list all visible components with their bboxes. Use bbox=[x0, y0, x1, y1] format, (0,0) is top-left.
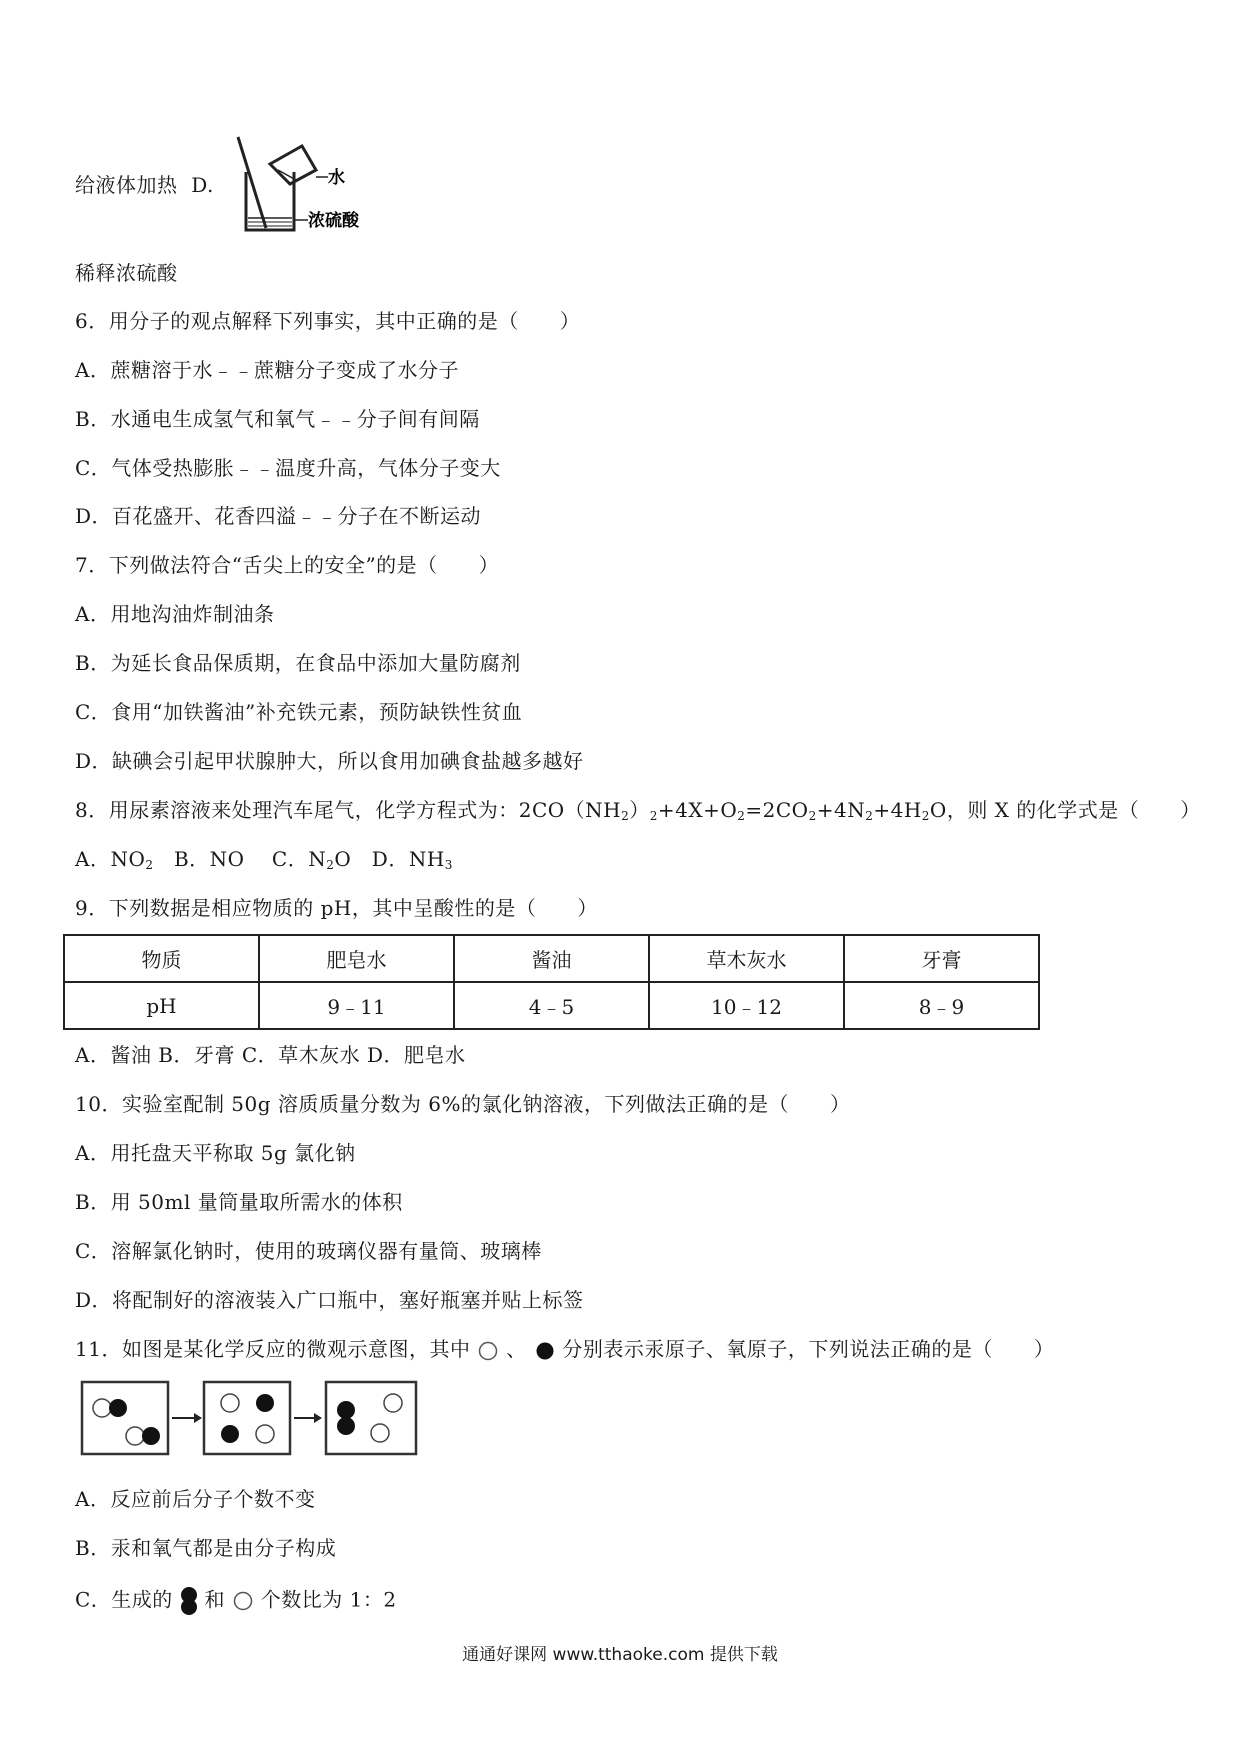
q8-sub: 2 bbox=[921, 809, 930, 823]
q8-text-start: 8．用尿素溶液来处理汽车尾气，化学方程式为：2CO（NH bbox=[75, 798, 622, 822]
q11-text-start: 11．如图是某化学反应的微观示意图，其中 bbox=[75, 1337, 471, 1361]
q8-option-b: B．NO C．N bbox=[153, 847, 327, 871]
question-9: 9．下列数据是相应物质的 pH，其中呈酸性的是（ ） bbox=[75, 896, 598, 920]
q6-option-d: D．百花盛开、花香四溢﹣﹣分子在不断运动 bbox=[75, 504, 482, 528]
q6-option-c: C．气体受热膨胀﹣﹣温度升高，气体分子变大 bbox=[75, 456, 501, 480]
q11c-text-start: C．生成的 bbox=[75, 1587, 173, 1612]
q8-formula-c: =2CO bbox=[745, 798, 809, 822]
question-11 bbox=[75, 1336, 1054, 1362]
q7-option-a: A．用地沟油炸制油条 bbox=[75, 602, 275, 626]
water-label: 水 bbox=[328, 168, 345, 188]
q11-separator: 、 bbox=[506, 1337, 527, 1361]
table-header-cell: 草木灰水 bbox=[649, 935, 844, 982]
q6-option-a: A．蔗糖溶于水﹣﹣蔗糖分子变成了水分子 bbox=[75, 358, 459, 382]
table-header-cell: 肥皂水 bbox=[259, 935, 454, 982]
conc-acid-label: 浓硫酸 bbox=[308, 211, 359, 231]
q8-sub: 3 bbox=[444, 858, 453, 872]
q8-option-c: O D．NH bbox=[334, 847, 445, 871]
q9-options: A．酱油 B．牙膏 C．草木灰水 D．肥皂水 bbox=[75, 1043, 466, 1067]
table-row bbox=[64, 982, 1039, 1029]
dilute-sulfuric-acid-figure bbox=[232, 132, 367, 237]
table-cell: 8﹣9 bbox=[844, 982, 1039, 1029]
q11-option-a: A．反应前后分子个数不变 bbox=[75, 1487, 316, 1511]
mercury-atom-icon bbox=[232, 1590, 254, 1612]
q8-text-end: ，则 X 的化学式是（ ） bbox=[946, 798, 1201, 822]
table-header-cell: 物质 bbox=[64, 935, 259, 982]
question-8 bbox=[75, 797, 1201, 829]
q8-formula-f: O bbox=[929, 798, 947, 822]
table-cell: 4﹣5 bbox=[454, 982, 649, 1029]
q8-sub: 2 bbox=[621, 809, 630, 823]
q8-sub: 2 bbox=[737, 809, 746, 823]
q8-formula-e: +4H bbox=[873, 798, 922, 822]
q11c-text-mid: 和 bbox=[204, 1587, 226, 1612]
q10-option-c: C．溶解氯化钠时，使用的玻璃仪器有量筒、玻璃棒 bbox=[75, 1239, 542, 1263]
question-10: 10．实验室配制 50g 溶质质量分数为 6%的氯化钠溶液，下列做法正确的是（ ） bbox=[75, 1092, 851, 1116]
question-6: 6．用分子的观点解释下列事实，其中正确的是（ ） bbox=[75, 309, 581, 333]
q10-option-d: D．将配制好的溶液装入广口瓶中，塞好瓶塞并贴上标签 bbox=[75, 1288, 584, 1312]
q7-option-d: D．缺碘会引起甲状腺肿大，所以食用加碘食盐越多越好 bbox=[75, 749, 584, 773]
oxygen-molecule-icon bbox=[180, 1586, 198, 1616]
table-row-label: pH bbox=[64, 982, 259, 1029]
q6-option-b: B．水通电生成氢气和氧气﹣﹣分子间有间隔 bbox=[75, 407, 480, 431]
q10-option-a: A．用托盘天平称取 5g 氯化钠 bbox=[75, 1141, 356, 1165]
q8-formula-b: +4X+O bbox=[657, 798, 738, 822]
dilute-acid-caption: 稀释浓硫酸 bbox=[75, 261, 178, 285]
q10-option-b: B．用 50ml 量筒量取所需水的体积 bbox=[75, 1190, 403, 1214]
q11-text-end: 分别表示汞原子、氧原子，下列说法正确的是（ ） bbox=[562, 1337, 1055, 1361]
question-7: 7．下列做法符合“舌尖上的安全”的是（ ） bbox=[75, 553, 500, 577]
q8-sub: 2 bbox=[808, 809, 817, 823]
q11c-text-end: 个数比为 1：2 bbox=[260, 1587, 397, 1612]
q8-sub: 2 bbox=[145, 858, 154, 872]
page-footer: 通通好课网 www.tthaoke.com 提供下载 bbox=[462, 1645, 778, 1665]
oxygen-atom-icon bbox=[534, 1340, 556, 1362]
q8-sub: 2 bbox=[326, 858, 335, 872]
heat-liquid-label bbox=[75, 172, 214, 198]
table-header-cell: 牙膏 bbox=[844, 935, 1039, 982]
option-d-prefix: D. bbox=[191, 173, 214, 197]
q7-option-c: C．食用“加铁酱油”补充铁元素，预防缺铁性贫血 bbox=[75, 700, 523, 724]
q8-formula-d: +4N bbox=[816, 798, 866, 822]
q11-option-b: B．汞和氧气都是由分子构成 bbox=[75, 1536, 337, 1560]
q8-sub: 2 bbox=[649, 809, 658, 823]
reaction-micro-diagram bbox=[80, 1378, 420, 1458]
q11-option-c bbox=[75, 1586, 397, 1616]
q7-option-b: B．为延长食品保质期，在食品中添加大量防腐剂 bbox=[75, 651, 521, 675]
q8-option-a: A．NO bbox=[75, 847, 146, 871]
heat-liquid-text: 给液体加热 bbox=[75, 173, 178, 197]
table-row bbox=[64, 935, 1039, 982]
q8-sub: 2 bbox=[865, 809, 874, 823]
table-cell: 9﹣11 bbox=[259, 982, 454, 1029]
q8-options bbox=[75, 846, 453, 878]
mercury-atom-icon bbox=[477, 1340, 499, 1362]
table-header-cell: 酱油 bbox=[454, 935, 649, 982]
ph-table bbox=[63, 934, 1040, 1030]
table-cell: 10﹣12 bbox=[649, 982, 844, 1029]
q8-formula-a: ） bbox=[629, 798, 650, 822]
